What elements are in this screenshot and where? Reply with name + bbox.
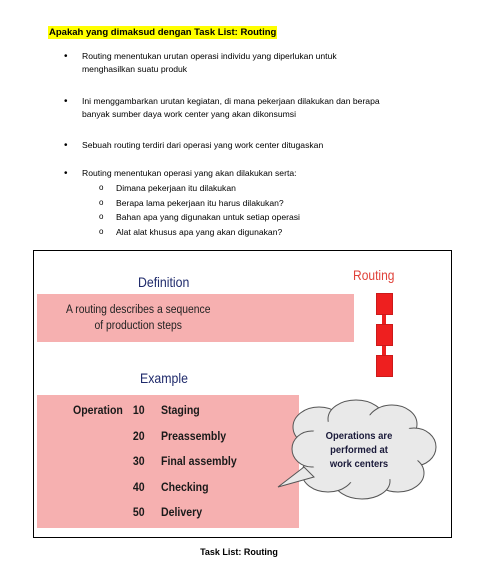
- routing-step-block: [376, 293, 393, 315]
- bullet-line: • Routing menentukan urutan operasi individu yang diperlukan untuk: [82, 51, 337, 61]
- bullet-line: menghasilkan suatu produk: [82, 64, 188, 74]
- cloud-line: work centers: [329, 458, 389, 470]
- operation-name: Final assembly: [161, 454, 237, 468]
- definition-line: A routing describes a sequence: [66, 304, 211, 316]
- routing-step-block: [376, 355, 393, 377]
- sub-list-item: o Berapa lama pekerjaan itu harus dilakukan?: [82, 196, 300, 211]
- operation-name: Delivery: [161, 505, 203, 519]
- definition-title: Definition: [138, 274, 190, 290]
- routing-link: [382, 346, 386, 355]
- operation-label: Operation: [73, 403, 123, 417]
- bullet-item: [62, 50, 337, 76]
- cloud-line: Operations are: [325, 430, 393, 442]
- bullet-line: • Ini menggambarkan urutan kegiatan, di mana pekerjaan dilakukan dan berapa: [82, 96, 380, 106]
- definition-line: of production steps: [94, 320, 182, 332]
- operation-number: 30: [132, 454, 145, 468]
- example-box: [37, 395, 299, 528]
- routing-figure: [33, 250, 452, 538]
- cloud-text: [310, 429, 409, 471]
- operation-name: Checking: [161, 480, 209, 494]
- routing-step-block: [376, 324, 393, 346]
- bullet-line: • Sebuah routing terdiri dari operasi yang work center ditugaskan: [82, 140, 324, 150]
- definition-box: [37, 294, 354, 342]
- operation-name: Staging: [161, 403, 200, 417]
- operation-name: Preassembly: [161, 429, 227, 443]
- sub-list-item: o Dimana pekerjaan itu dilakukan: [82, 181, 300, 196]
- operation-number: 10: [132, 403, 145, 417]
- example-title: Example: [140, 370, 188, 386]
- bullet-line: banyak sumber daya work center yang akan dikonsumsi: [82, 109, 297, 119]
- routing-title: Routing: [353, 267, 395, 283]
- bullet-item: [62, 95, 380, 121]
- bullet-line: • Routing menentukan operasi yang akan dilakukan serta:: [82, 168, 297, 178]
- operation-number: 40: [132, 480, 145, 494]
- sub-list-item: o Bahan apa yang digunakan untuk setiap operasi: [82, 210, 300, 225]
- cloud-line: performed at: [330, 444, 388, 456]
- bullet-item: [62, 139, 323, 152]
- figure-caption: Task List: Routing: [200, 547, 278, 557]
- definition-text: [37, 302, 240, 334]
- bullet-item: [62, 167, 300, 239]
- operation-number: 20: [132, 429, 145, 443]
- sub-list-item: o Alat alat khusus apa yang akan digunakan?: [82, 225, 300, 240]
- operation-number: 50: [132, 505, 145, 519]
- routing-link: [382, 315, 386, 324]
- sub-list: [82, 181, 300, 239]
- section-heading: Apakah yang dimaksud dengan Task List: Routing: [49, 27, 277, 38]
